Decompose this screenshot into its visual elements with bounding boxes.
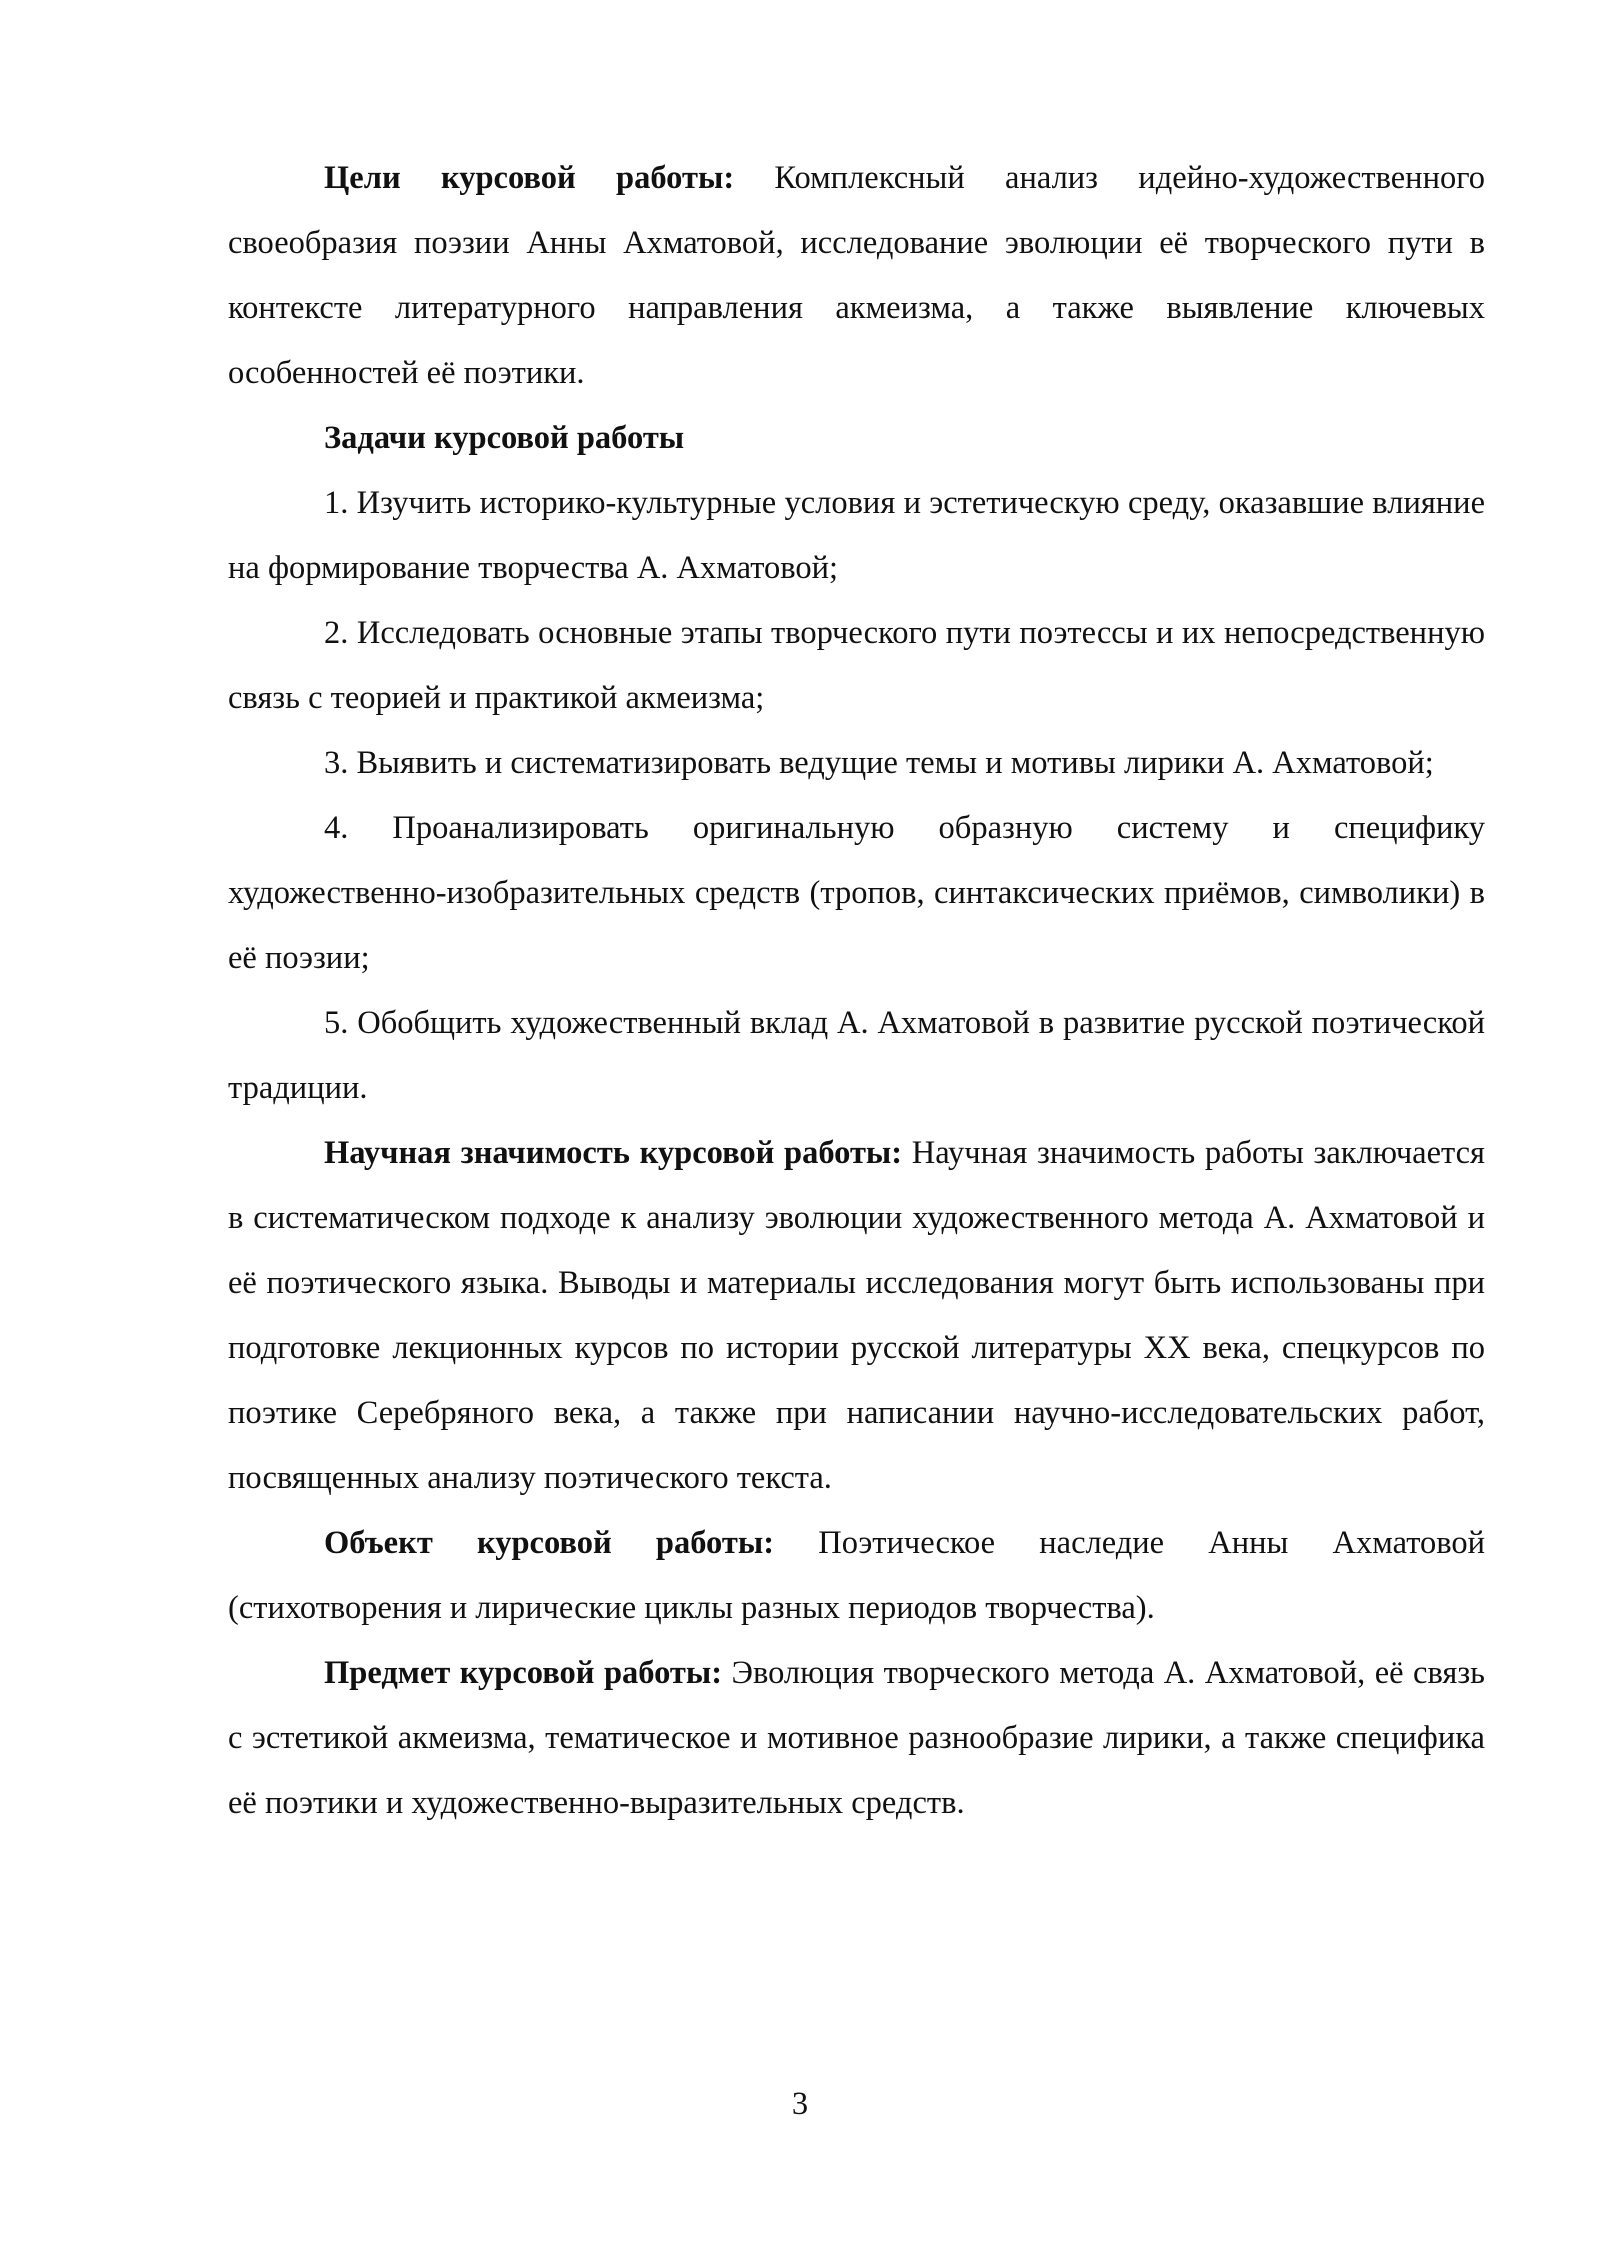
document-body (228, 146, 1485, 1836)
goals-text: Комплексный анализ идейно-художественного своеобразия поэзии Анны Ахматовой, исследование эволюции её творческого пути в контексте литературного направления акмеизма, а также выявление ключевых особенностей её поэтики. (228, 160, 1485, 391)
task-item-1: 1. Изучить историко-культурные условия и эстетическую среду, оказавшие влияние на формирование творчества А. Ахматовой; (228, 485, 1485, 586)
object-label: Объект курсовой работы: (324, 1525, 775, 1561)
tasks-heading: Задачи курсовой работы (324, 420, 685, 456)
significance-text: Научная значимость работы заключается в систематическом подходе к анализу эволюции художественного метода А. Ахматовой и её поэтического языка. Выводы и материалы исследования могут быть использованы при подготовке лекционных курсов по истории русской литературы XX века, спецкурсов по поэтике Серебряного века, а также при написании научно-исследовательских работ, посвященных анализу поэтического текста. (228, 1135, 1486, 1496)
significance-label: Научная значимость курсовой работы: (324, 1135, 903, 1171)
object-text: Поэтическое наследие Анны Ахматовой (стихотворения и лирические циклы разных периодов творчества). (228, 1525, 1485, 1626)
goals-paragraph (228, 146, 1485, 406)
subject-label: Предмет курсовой работы: (324, 1655, 723, 1691)
object-paragraph (228, 1511, 1485, 1641)
goals-label: Цели курсовой работы: (324, 160, 735, 196)
task-item-2: 2. Исследовать основные этапы творческого пути поэтессы и их непосредственную связь с теорией и практикой акмеизма; (228, 615, 1485, 716)
significance-paragraph (228, 1121, 1485, 1511)
subject-text: Эволюция творческого метода А. Ахматовой, её связь с эстетикой акмеизма, тематическое и мотивное разнообразие лирики, а также специфика её поэтики и художественно-выразительных средств. (228, 1655, 1485, 1821)
task-item-5: 5. Обобщить художественный вклад А. Ахматовой в развитие русской поэтической традиции. (228, 1005, 1485, 1106)
task-item-4: 4. Проанализировать оригинальную образную систему и специфику художественно-изобразительных средств (тропов, синтаксических приёмов, символики) в её поэзии; (228, 810, 1485, 976)
page-number: 3 (791, 2086, 809, 2122)
subject-paragraph (228, 1641, 1485, 1836)
task-item-3: 3. Выявить и систематизировать ведущие темы и мотивы лирики А. Ахматовой; (324, 745, 1434, 781)
